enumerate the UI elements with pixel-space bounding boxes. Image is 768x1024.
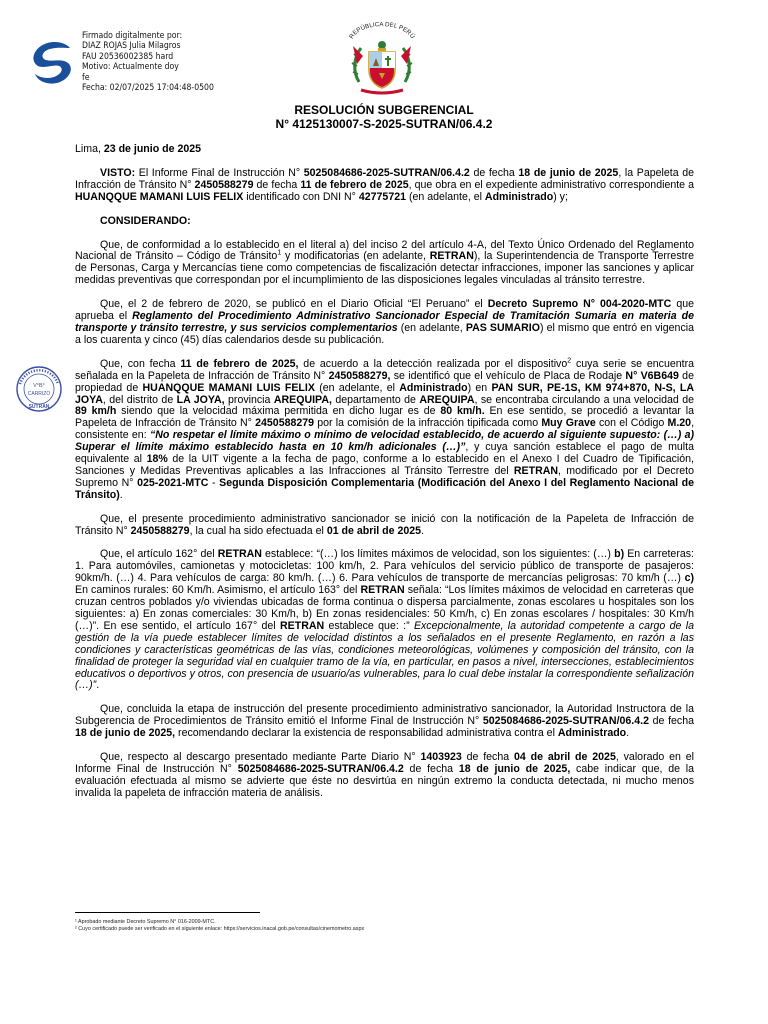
footnote-1: ¹ Aprobado mediante Decreto Supremo N° 016-2009-MTC. — [75, 919, 216, 925]
stamp-initials: V°B° — [33, 383, 45, 389]
considerando-heading: CONSIDERANDO: — [100, 214, 191, 227]
paragraph-1: Que, de conformidad a lo establecido en el literal a) del inciso 2 del artículo 4-A, del Texto Único Ordenado del Reglamento Nacional de Tránsito – Código de Tránsito$^1$ y modificatorias (en adelante, RETRAN), la Superintendencia de Transporte Terrestre de Personas, Carga y Mercancías tiene como competencias de fiscalización detectar infracciones, imponer las sanciones y aplicar medidas preventivas que correspondan por el incumplimiento de las disposiciones legales vinculadas al tránsito terrestre. — [75, 238, 694, 287]
crest-caption: REPÚBLICA DEL PERÚ — [348, 21, 416, 41]
signature-line: DIAZ ROJAS Julia Milagros — [82, 41, 181, 52]
resolution-body — [75, 144, 694, 812]
signature-line: fe — [82, 72, 90, 83]
visto-paragraph: VISTO: El Informe Final de Instrucción N° 5025084686-2025-SUTRAN/06.4.2 de fecha 18 de junio de 2025, la Papeleta de Infracción de Tránsito N° 2450588279 de fecha 11 de febrero de 2025, que obra en el expediente administrativo correspondiente a HUANQQUE MAMANI LUIS FELIX identificado con DNI N° 42775721 (en adelante, el Administrado) y; — [75, 166, 695, 203]
paragraph-2: Que, el 2 de febrero de 2020, se publicó en el Diario Oficial “El Peruano” el Decreto Supremo N° 004-2020-MTC que aprueba el Reglamento del Procedimiento Administrativo Sancionador Especial de Tramitación Sumaria en materia de transporte y tránsito terrestre, y sus servicios complementarios (en adelante, PAS SUMARIO) el mismo que entró en vigencia a los cuarenta y cinco (45) días calendarios desde su publicación. — [75, 298, 694, 346]
resolution-title — [0, 103, 768, 131]
digital-signature-block — [82, 31, 282, 93]
paragraph-4: Que, el presente procedimiento administrativo sancionador se inició con la notificación de la Papeleta de Infracción de Tránsito N° 2450588279, la cual ha sido efectuada el 01 de abril de 2025. — [75, 512, 694, 537]
footnote-divider — [75, 912, 260, 913]
paragraph-5: Que, el artículo 162° del RETRAN establece: “(…) los límites máximos de velocidad, son los siguientes: (…) b) En carreteras: 1. Para automóviles, camionetas y motocicletas: 100 km/h, 2. Para vehículos del servicio público de transporte de pasajeros: 90km/h. (…) 4. Para vehículos de carga: 80 km/h. (…) 6. Para vehículos de transporte de mercancías peligrosas: 70 km/h (…) c) En caminos rurales: 60 Km/h. Asimismo, el artículo 163° del RETRAN señala: “Los límites máximos de velocidad en carreteras que cruzan centros poblados y/o viviendas ubicadas de forma continua o dispersa parcialmente, zonas escolares u hospitales son los siguientes: a) En zonas comerciales: 30 Km/h, b) En zonas residenciales: 50 Km/h, c) En zonas escolares / hospitales: 30 Km/h (…)”. En ese sentido, el artículo 167° del RETRAN establece que: :” Excepcionalmente, la autoridad competente a cargo de la gestión de la vía puede establecer límites de velocidad distintos a los señalados en el presente Reglamento, en razón a las condiciones y características geométricas de las vías, condiciones meteorológicas, volúmenes y composición del tránsito, con la finalidad de proteger la seguridad vial en cualquier tramo de la vía, en particular, en pasos a nivel, intersecciones, establecimientos educativos o deportivos y otros, con presencia de usuario/as vulnerables, para lo cual debe instalar la correspondiente señalización (…)”. — [75, 548, 695, 692]
date-line: Lima, 23 de junio de 2025 — [75, 143, 202, 155]
peru-coat-of-arms-icon — [339, 20, 425, 96]
footnotes — [75, 919, 694, 933]
signature-line: FAU 20536002385 hard — [82, 51, 174, 62]
paragraph-3: Que, con fecha 11 de febrero de 2025, de acuerdo a la detección realizada por el dispositivo$^2$ cuya serie se encuentra señalada en la Papeleta de Infracción de Tránsito N° 2450588279, se identificó que el vehículo de Placa de Rodaje N° V6B649 de propiedad de HUANQQUE MAMANI LUIS FELIX (en adelante, el Administrado) en PAN SUR, PE-1S, KM 974+870, N-S, LA JOYA, del distrito de LA JOYA, provincia AREQUIPA, departamento de AREQUIPA, se encontraba circulando a una velocidad de 89 km/h siendo que la velocidad máxima permitida en dicho lugar es de 80 km/h. En ese sentido, se procedió a levantar la Papeleta de Infracción de Tránsito N° 2450588279 por la comisión de la infracción tipificada como Muy Grave con el Código M.20, consistente en: “No respetar el límite máximo o mínimo de velocidad establecido, de acuerdo al siguiente supuesto: (…) a) Superar el límite máximo establecido hasta en 10 km/h adicionales (…)”, y cuya sanción establece el pago de multa equivalente al 18% de la UIT vigente a la fecha de pago, conforme a lo establecido en el Anexo I del Cuadro de Tipificación, Sanciones y Medidas Preventivas aplicables a las Infracciones al Tránsito Terrestre del RETRAN, modificado por el Decreto Supremo N° 025-2021-MTC - Segunda Disposición Complementaria (Modificación del Anexo I del Reglamento Nacional de Tránsito). — [75, 357, 695, 501]
resolution-number: N° 4125130007-S-2025-SUTRAN/06.4.2 — [275, 117, 493, 131]
stamp-name: CARRIZO — [27, 391, 51, 397]
stamp-text: SUTRAN — [28, 404, 50, 410]
paragraph-7: Que, respecto al descargo presentado mediante Parte Diario N° 1403923 de fecha 04 de abril de 2025, valorado en el Informe Final de Instrucción N° 5025084686-2025-SUTRAN/06.4.2 de fecha 18 de junio de 2025, cabe indicar que, de la evaluación efectuada al mismo se advierte que éste no desvirtúa en ningún extremo la conducta detectada, ni mucho menos invalida la papeleta de infracción materia de análisis. — [75, 751, 694, 799]
signature-line: Motivo: Actualmente doy — [82, 62, 179, 73]
paragraph-6: Que, concluida la etapa de instrucción del presente procedimiento administrativo sancionador, la Autoridad Instructora de la Subgerencia de Procedimientos de Tránsito emitió el Informe Final de Instrucción N° 5025084686-2025-SUTRAN/06.4.2 de fecha 18 de junio de 2025, recomendando declarar la existencia de responsabilidad administrativa contra el Administrado. — [75, 703, 694, 740]
signature-line: Fecha: 02/07/2025 17:04:48-0500 — [82, 83, 214, 94]
sutran-signature-logo-icon — [28, 38, 78, 88]
sutran-round-stamp-icon — [14, 364, 64, 414]
signature-line: Firmado digitalmente por: — [82, 31, 183, 41]
title-line-1: RESOLUCIÓN SUBGERENCIAL — [294, 103, 474, 117]
footnote-2: ² Cuyo certificado puede ser verificado en el siguiente enlace: https://servicios.inacal.gob.pe/consultas/cinemometro.aspx — [75, 925, 365, 932]
